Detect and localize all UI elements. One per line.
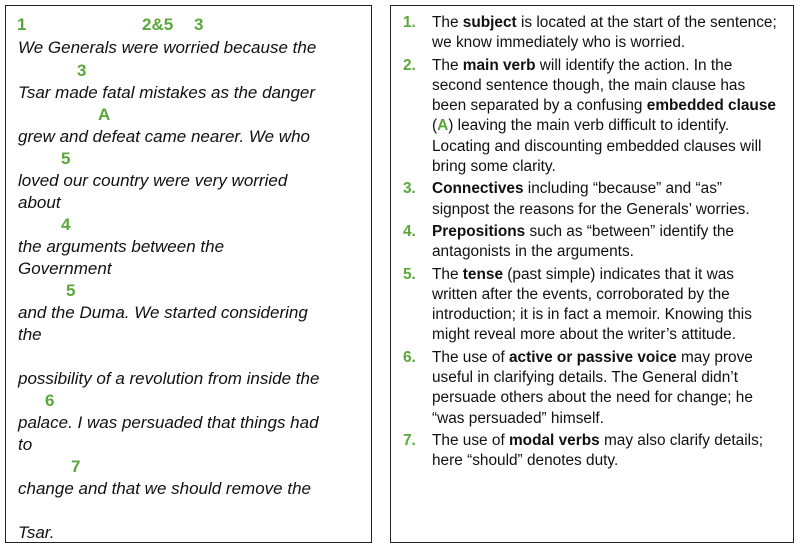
marker-verb-tense: 2&5 [142, 15, 174, 34]
point-main-verb: 2. The main verb will identify the action. In the second sentence though, the main clause has been separated by a confusing embedded clause (A) leaving the main verb difficult to identify. Locating and discounting embedded clauses will bring some clarity. [403, 56, 776, 176]
point-number: 2. [403, 56, 416, 74]
marker-subject: 1 [17, 15, 27, 34]
point-tense: 5. The tense (past simple) indicates that it was written after the events, corroborated by the introduction; it is in fact a memoir. Knowing this might reveal more about the writer’s attitude. [403, 265, 752, 344]
marker-connective: 3 [194, 15, 204, 34]
text-line: the [18, 325, 42, 344]
point-number: 1. [403, 14, 416, 31]
text-line: the arguments between the [18, 237, 225, 256]
text-line: We Generals were worried because the [18, 38, 317, 57]
text-line: Tsar. [18, 523, 55, 542]
point-connectives: 3. Connectives including “because” and “as” signpost the reasons for the Generals’ worries. [403, 180, 750, 218]
marker-modal-verb: 7 [71, 457, 81, 476]
marker-tense: 5 [61, 149, 71, 168]
point-number: 4. [403, 222, 416, 240]
text-line: Tsar made fatal mistakes as the danger [18, 83, 316, 102]
point-voice: 6. The use of active or passive voice may prove useful in clarifying details. The General didn’t persuade others about the need for change; he “was persuaded” himself. [403, 348, 753, 427]
keyword: active or passive voice [509, 348, 677, 366]
keyword: embedded clause [646, 97, 776, 115]
keyword: main verb [462, 56, 536, 74]
analysis-list [403, 13, 783, 474]
keyword: Prepositions [432, 222, 526, 240]
source-text-panel [5, 5, 372, 543]
marker-voice: 6 [45, 391, 55, 410]
text-line: and the Duma. We started considering [18, 303, 308, 322]
point-prepositions: 4. Prepositions such as “between” identify the antagonists in the arguments. [403, 222, 734, 261]
embedded-clause-marker: A [437, 117, 449, 135]
keyword: tense [462, 265, 504, 283]
text-line: Government [18, 259, 112, 278]
keyword: modal verbs [509, 431, 600, 449]
marker-tense: 5 [66, 281, 76, 300]
text-line: grew and defeat came nearer. We who [18, 127, 310, 146]
marker-embedded-clause: A [98, 105, 111, 124]
point-number: 3. [403, 180, 416, 198]
text-line: possibility of a revolution from inside the [18, 369, 320, 388]
text-line: to [18, 435, 33, 454]
text-line: change and that we should remove the [18, 479, 311, 498]
text-line: about [18, 193, 61, 212]
point-subject: 1. The subject is located at the start of the sentence; we know immediately who is worried. [403, 14, 777, 52]
point-modal-verbs: 7. The use of modal verbs may also clarify details; here “should” denotes duty. [403, 431, 764, 470]
keyword: Connectives [432, 180, 524, 198]
point-number: 5. [403, 265, 416, 283]
text-line: loved our country were very worried [18, 171, 288, 190]
text-line: palace. I was persuaded that things had [18, 413, 319, 432]
point-number: 7. [403, 431, 416, 449]
point-number: 6. [403, 348, 416, 366]
analysis-panel [390, 5, 794, 543]
marker-preposition: 4 [61, 215, 71, 234]
keyword: subject [462, 14, 517, 31]
marker-connective: 3 [77, 61, 87, 80]
